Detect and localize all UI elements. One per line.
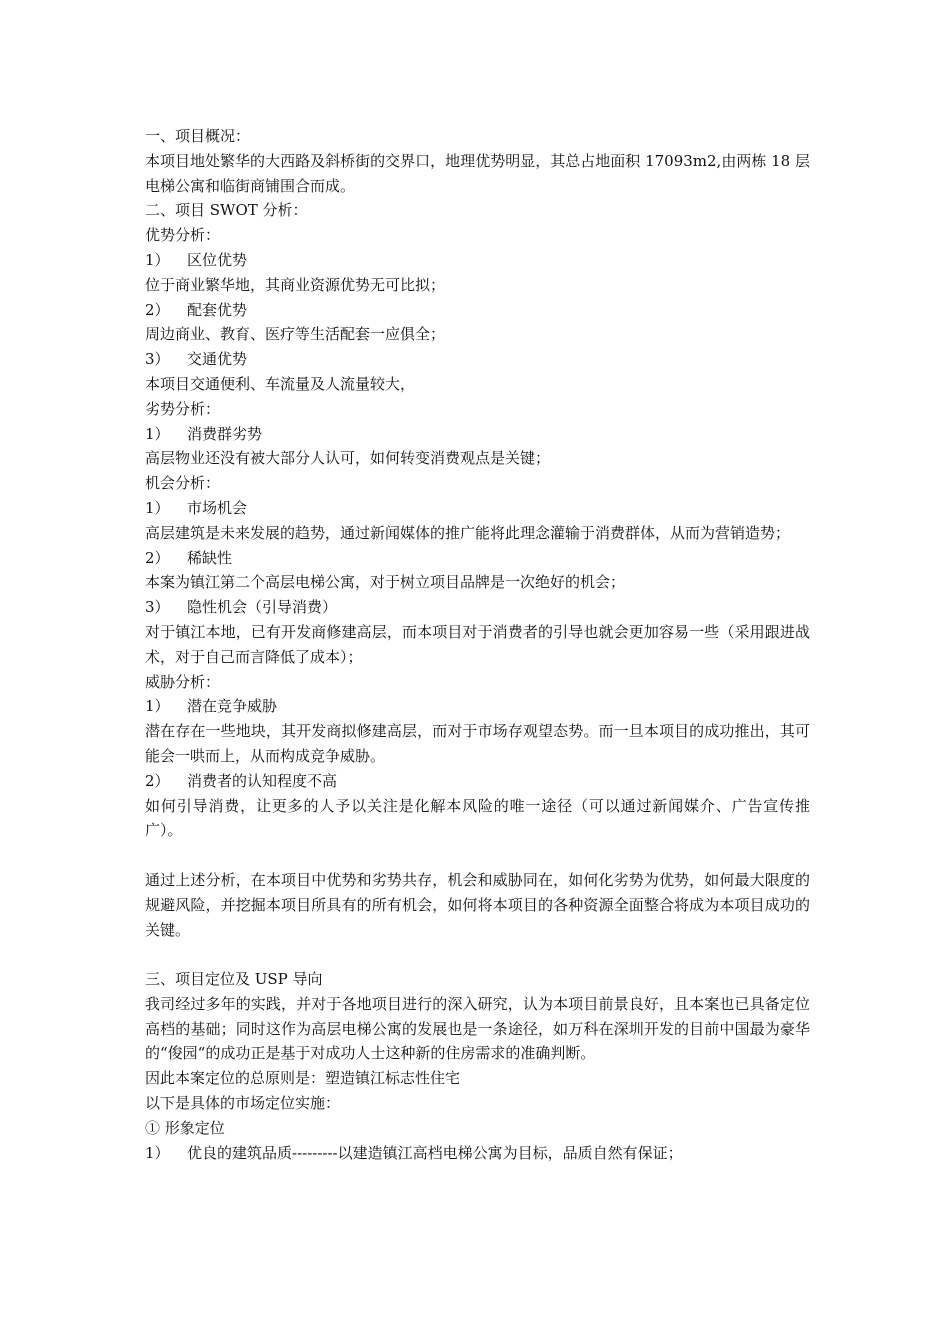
list-item-title: 潜在竞争威胁 [187, 697, 278, 716]
paragraph: 位于商业繁华地，其商业资源优势无可比拟； [145, 275, 446, 294]
list-item-title: 区位优势 [187, 250, 248, 269]
paragraph-overview: 本项目地处繁华的大西路及斜桥街的交界口，地理优势明显，其总占地面积 17093m2,由两栋 18 层电梯公寓和临街商铺围合而成。 [145, 151, 810, 195]
list-item [145, 347, 810, 372]
list-item [145, 298, 810, 323]
paragraph: 本案为镇江第二个高层电梯公寓，对于树立项目品牌是一次绝好的机会； [145, 573, 626, 592]
list-number: 3） [145, 350, 170, 369]
list-item-title: 消费者的认知程度不高 [187, 771, 338, 790]
paragraph: 对于镇江本地，已有开发商修建高层，而本项目对于消费者的引导也就会更加容易一些（采用跟进战术，对于自己而言降低了成本）； [145, 622, 810, 666]
paragraph: 高层物业还没有被大部分人认可，如何转变消费观点是关键； [145, 449, 551, 468]
blank-line [145, 843, 810, 868]
list-number: 3） [145, 598, 170, 617]
paragraph: 因此本案定位的总原则是：塑造镇江标志性住宅 [145, 1069, 461, 1088]
section-heading-swot: 二、项目 SWOT 分析： [145, 201, 308, 220]
list-number: 2） [145, 548, 170, 567]
paragraph: 高层建筑是未来发展的趋势，通过新闻媒体的推广能将此理念灌输于消费群体，从而为营销造势； [145, 523, 791, 542]
paragraph: 周边商业、教育、医疗等生活配套一应俱全； [145, 325, 446, 344]
list-item-title: 消费群劣势 [187, 424, 263, 443]
list-item [145, 546, 810, 571]
section-heading-positioning: 三、项目定位及 USP 导向 [145, 970, 323, 989]
paragraph-summary: 通过上述分析，在本项目中优势和劣势共存，机会和威胁同在，如何化劣势为优势，如何最大限度的规避风险，并挖掘本项目所具有的所有机会，如何将本项目的各种资源全面整合将成为本项目成功的关键。 [145, 870, 810, 939]
paragraph: 以下是具体的市场定位实施： [145, 1094, 341, 1113]
list-number: 1） [145, 250, 170, 269]
list-item-title: 优良的建筑品质---------以建造镇江高档电梯公寓为目标，品质自然有保证； [187, 1143, 683, 1162]
subheading-image-positioning: ① 形象定位 [145, 1118, 225, 1137]
paragraph: 潜在存在一些地块，其开发商拟修建高层，而对于市场存观望态势。而一旦本项目的成功推出，其可能会一哄而上，从而构成竞争威胁。 [145, 722, 810, 765]
blank-line [145, 942, 810, 967]
list-number: 1） [145, 697, 170, 716]
document-body [145, 124, 810, 1165]
list-number: 1） [145, 1143, 170, 1162]
list-number: 1） [145, 424, 170, 443]
list-item-title: 市场机会 [187, 498, 248, 517]
list-item-title: 稀缺性 [187, 548, 233, 567]
list-item-title: 隐性机会（引导消费） [187, 598, 338, 617]
list-item [145, 422, 810, 447]
subheading-opportunities: 机会分析： [145, 474, 221, 493]
list-item [145, 595, 810, 620]
paragraph: 如何引导消费，让更多的人予以关注是化解本风险的唯一途径（可以通过新闻媒介、广告宣传推广）。 [145, 796, 810, 840]
list-number: 1） [145, 498, 170, 517]
section-heading-overview: 一、项目概况： [145, 127, 251, 145]
subheading-strengths: 优势分析： [145, 226, 221, 245]
list-item-title: 交通优势 [187, 350, 248, 369]
list-item-title: 配套优势 [187, 300, 248, 319]
list-item [145, 248, 810, 273]
subheading-threats: 威胁分析： [145, 672, 221, 691]
list-item [145, 496, 810, 521]
subheading-weaknesses: 劣势分析： [145, 399, 221, 418]
list-item [145, 1141, 810, 1166]
list-number: 2） [145, 300, 170, 319]
list-number: 2） [145, 771, 170, 790]
paragraph: 本项目交通便利、车流量及人流量较大， [145, 374, 416, 393]
paragraph-positioning: 我司经过多年的实践，并对于各地项目进行的深入研究，认为本项目前景良好，且本案也已具备定位高档的基础；同时这作为高层电梯公寓的发展也是一条途径，如万科在深圳开发的目前中国最为豪华的“俊园“的成功正是基于对成功人士这种新的住房需求的准确判断。 [145, 994, 810, 1063]
list-item [145, 694, 810, 719]
list-item [145, 769, 810, 794]
